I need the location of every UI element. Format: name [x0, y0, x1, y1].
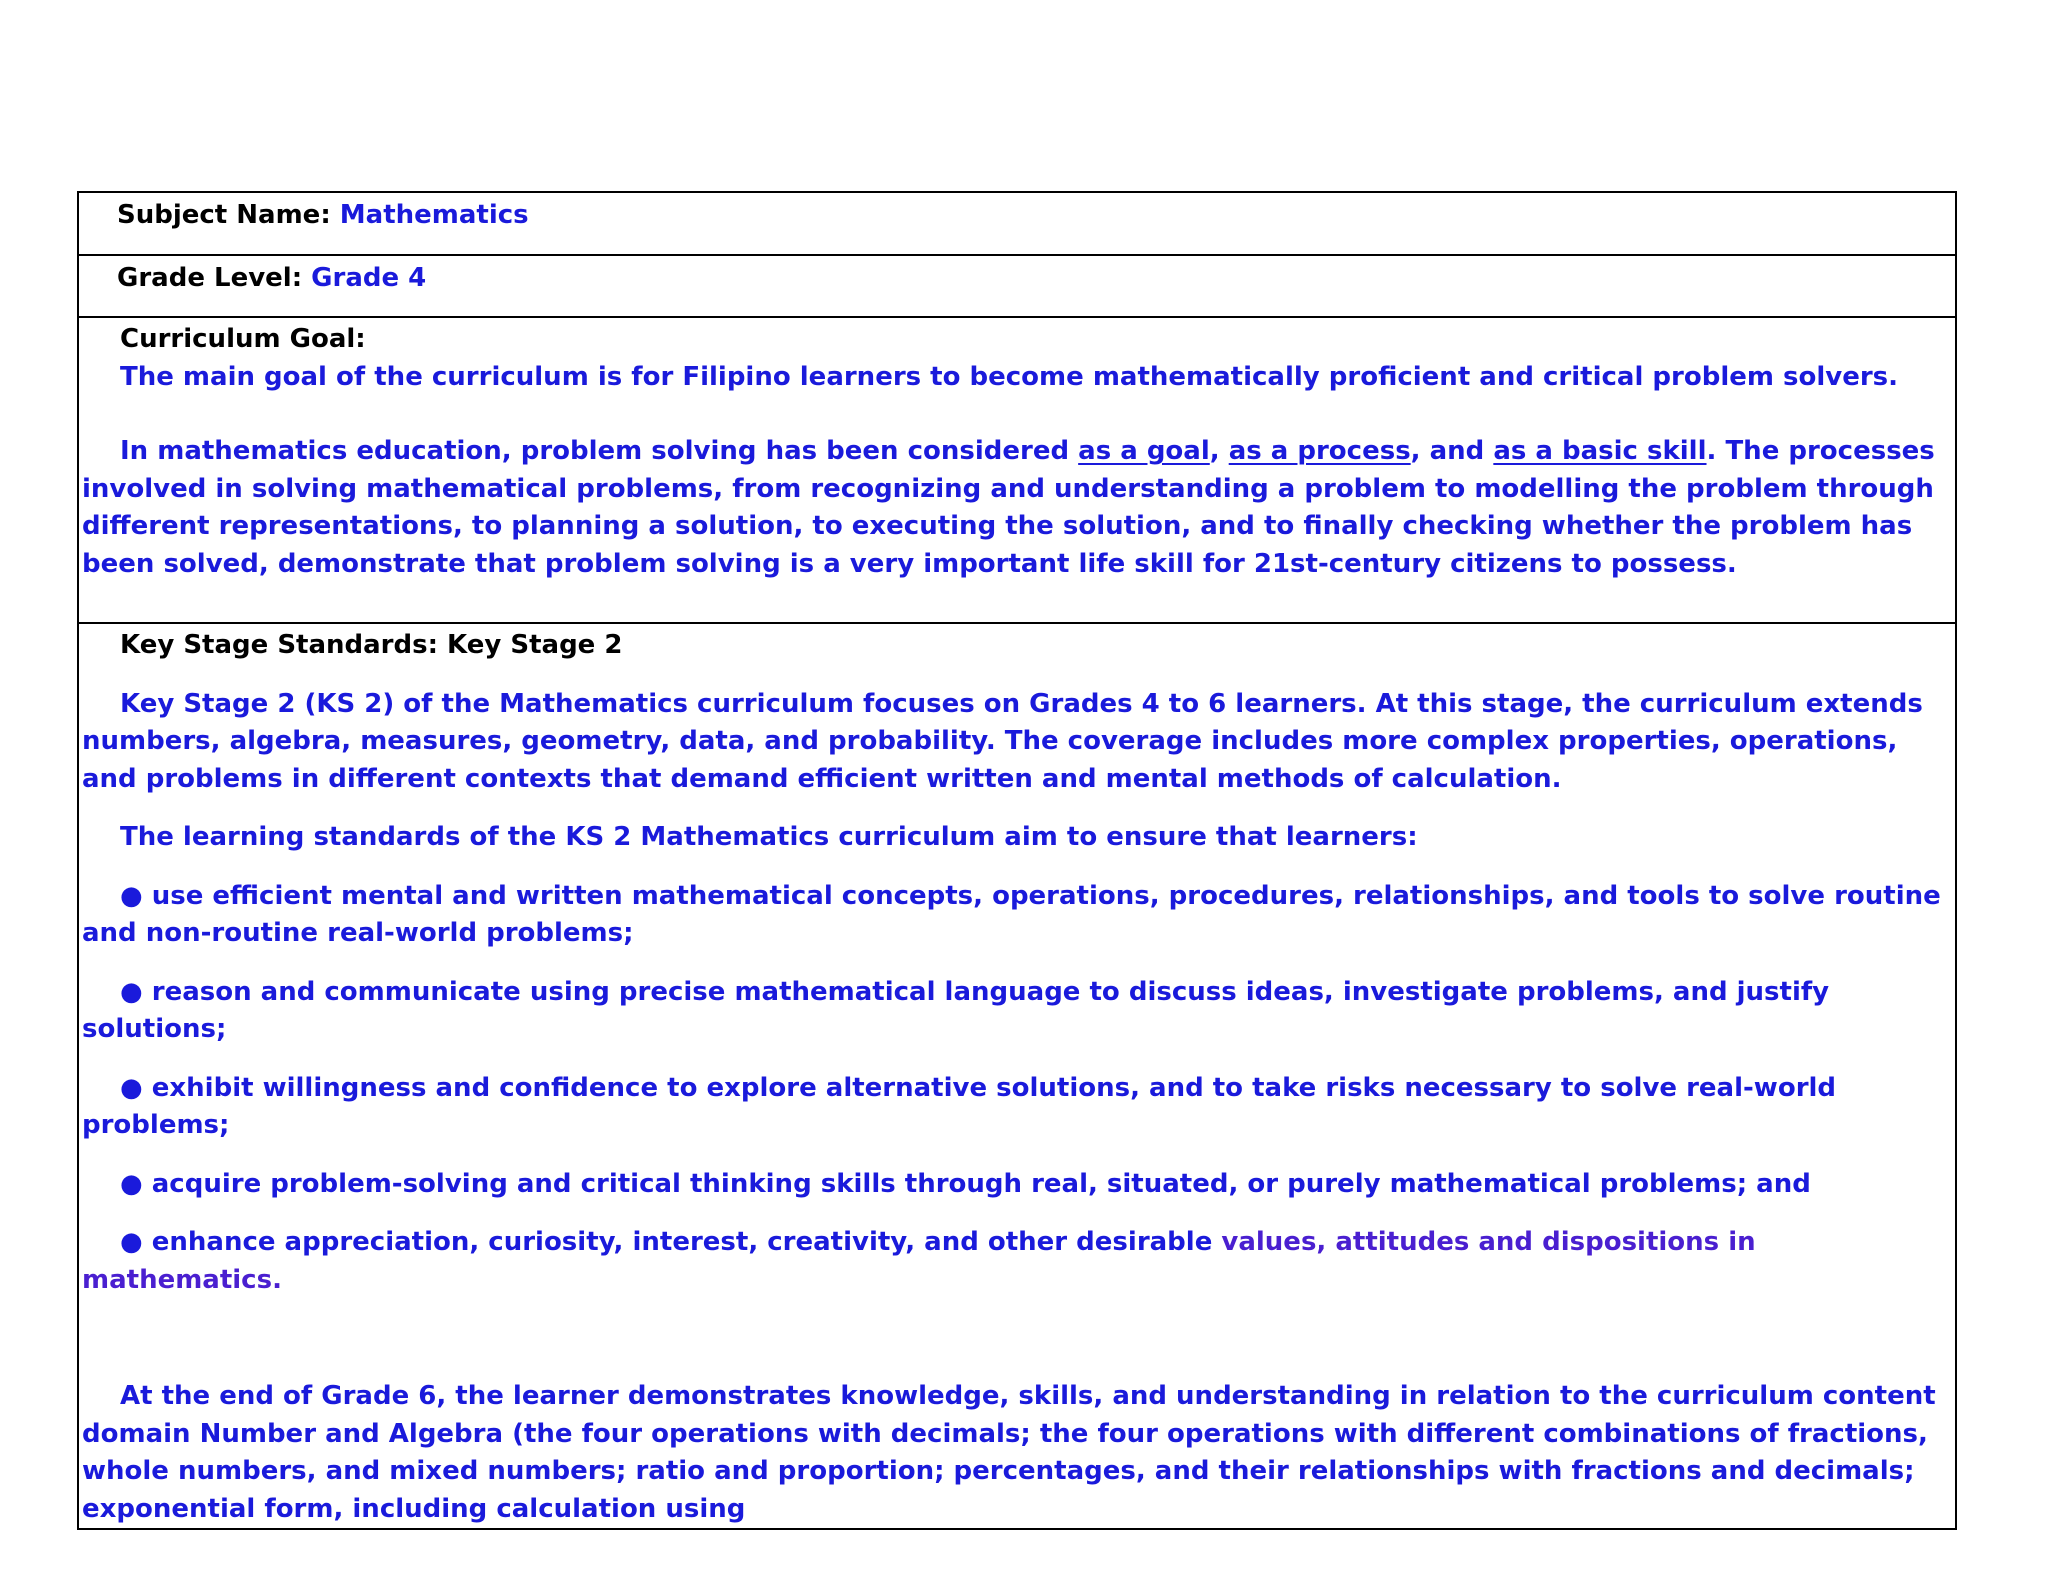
- subject-label: Subject Name:: [117, 200, 331, 230]
- bullet-icon: ●: [120, 1227, 143, 1257]
- grade-line: [79, 260, 1955, 298]
- bullet-text: use efficient mental and written mathematical concepts, operations, procedures, relationships, and tools to solve routine and non-routine real-world problems;: [82, 880, 1941, 948]
- as-a-process-text: as a process: [1228, 436, 1411, 466]
- problem-solving-intro: In mathematics education, problem solving has been considered: [120, 436, 1079, 466]
- bullet-icon: ●: [120, 1072, 143, 1103]
- curriculum-goal-row: [78, 317, 1956, 623]
- grade-6-end-statement: At the end of Grade 6, the learner demonstrates knowledge, skills, and understanding in relation to the curriculum content domain Number and Algebra (the four operations with decimals; the four operations with different combinations of fractions, whole numbers, and mixed numbers; ratio and proportion; percentages, and their relationships with fractions and decimals; exponential form, including calculation using: [82, 1381, 1936, 1524]
- bullet-icon: ●: [120, 880, 143, 911]
- main-goal-text: The main goal of the curriculum is for Filipino learners to become mathematically proficient and critical problem solvers.: [120, 361, 1899, 392]
- grade-value: Grade 4: [311, 262, 427, 293]
- key-stage-intro: Key Stage 2 (KS 2) of the Mathematics curriculum focuses on Grades 4 to 6 learners. At this stage, the curriculum extends numbers, algebra, measures, geometry, data, and probability. The coverage includes more complex properties, operations, and problems in different contexts that demand efficient written and mental methods of calculation.: [82, 688, 1923, 794]
- bullet-item-2: [82, 974, 1955, 1049]
- as-a-basic-skill-text: as a basic skill: [1493, 436, 1707, 466]
- bullet-icon: ●: [120, 1168, 143, 1199]
- as-a-goal-text: as a goal: [1078, 436, 1210, 466]
- bullet-text-tail: values, attitudes and dispositions in mathematics.: [82, 1227, 1756, 1295]
- bullet-item-5: [82, 1224, 1955, 1299]
- problem-solving-rest: . The processes involved in solving mathematical problems, from recognizing and understanding a problem to modelling the problem through different representations, to planning a solution, to executing the solution, and to finally checking whether the problem has been solved, demonstrate that problem solving is a very important life skill for 21st-century citizens to possess.: [82, 436, 1935, 579]
- bullet-text: exhibit willingness and confidence to explore alternative solutions, and to take risks necessary to solve real-world problems;: [82, 1072, 1837, 1140]
- problem-solving-paragraph: [82, 433, 1955, 583]
- bullet-item-1: [82, 878, 1955, 953]
- subject-row: [78, 192, 1956, 255]
- subject-line: [79, 197, 1955, 235]
- bullet-text: acquire problem-solving and critical thinking skills through real, situated, or purely mathematical problems; and: [151, 1168, 1811, 1199]
- bullet-icon: ●: [120, 976, 143, 1007]
- bullet-item-4: [82, 1166, 1955, 1204]
- curriculum-goal-label: Curriculum Goal:: [120, 324, 366, 354]
- key-stage-label: Key Stage Standards: Key Stage 2: [120, 630, 623, 660]
- separator-1: ,: [1209, 436, 1229, 466]
- key-stage-row: [78, 623, 1956, 1529]
- curriculum-table: [77, 191, 1957, 1530]
- bullet-item-3: [82, 1070, 1955, 1145]
- subject-value: Mathematics: [339, 200, 529, 230]
- grade-label: Grade Level:: [117, 262, 303, 293]
- key-stage-aim: The learning standards of the KS 2 Mathematics curriculum aim to ensure that learners:: [120, 822, 1418, 852]
- grade-row: [78, 255, 1956, 318]
- separator-2: , and: [1410, 436, 1494, 466]
- bullet-text: enhance appreciation, curiosity, interest, creativity, and other desirable: [151, 1227, 1213, 1257]
- bullet-text: reason and communicate using precise mathematical language to discuss ideas, investigate problems, and justify solutions;: [82, 976, 1830, 1044]
